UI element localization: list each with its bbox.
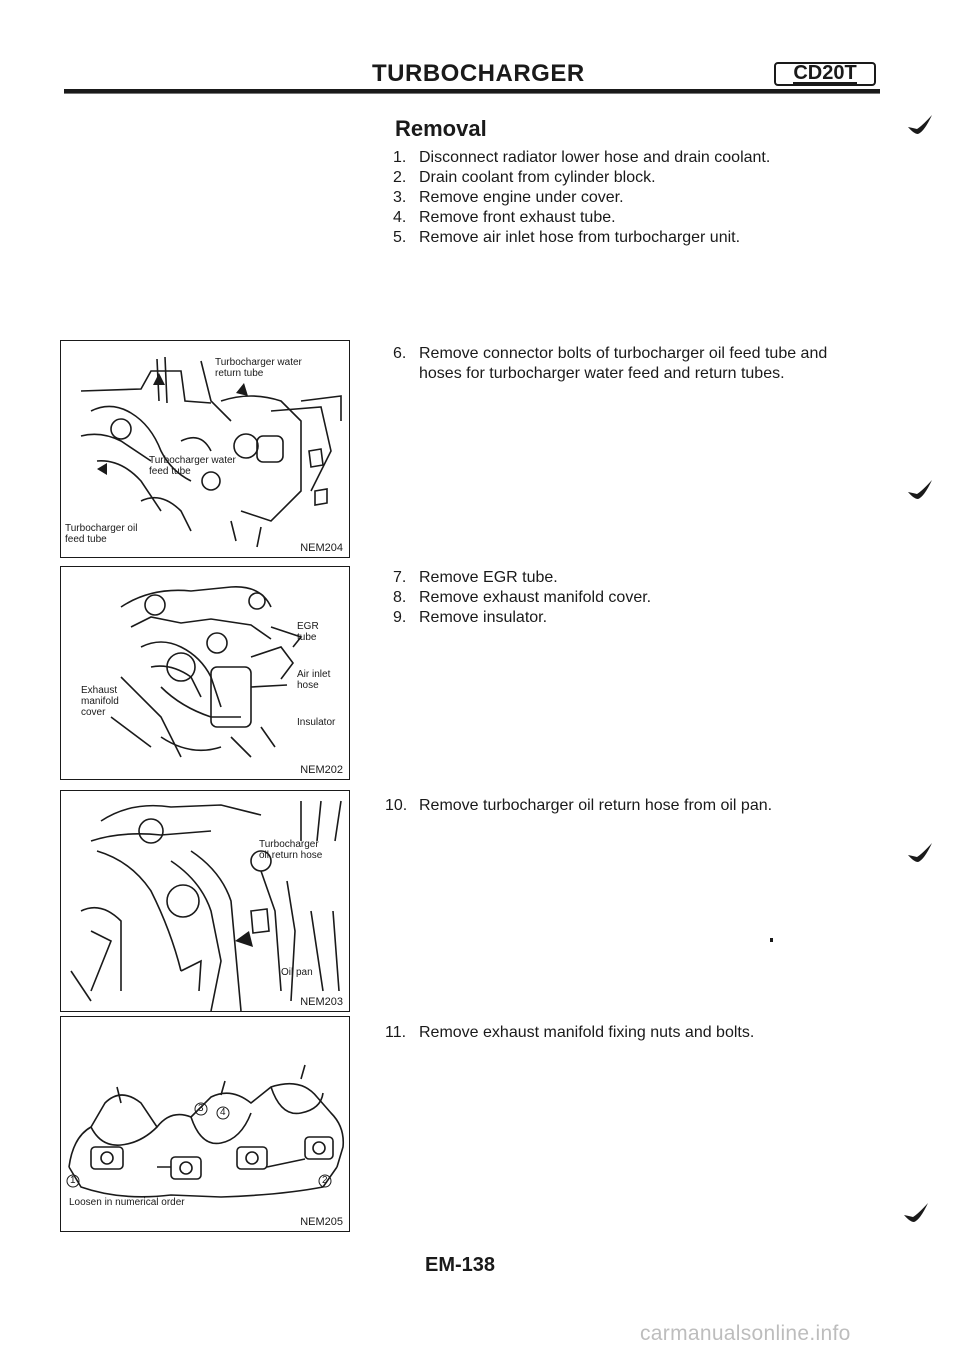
engine-model-label: CD20T [793, 62, 857, 84]
step-item: 4. Remove front exhaust tube. [393, 209, 616, 226]
bolt-number-3: 3 [198, 1103, 204, 1114]
bolt-number-4: 4 [220, 1107, 226, 1118]
label-oil-pan: Oil pan [281, 967, 313, 978]
step-item-continuation: hoses for turbocharger water feed and return tubes. [419, 365, 785, 382]
figure-water-oil-tubes [60, 340, 350, 558]
section-title: Removal [395, 116, 487, 141]
step-item: 10. Remove turbocharger oil return hose from oil pan. [385, 797, 773, 814]
check-mark-icon [902, 1200, 930, 1226]
label-exhaust-manifold-cover: Exhaust manifold cover [81, 685, 119, 718]
check-mark-icon [906, 840, 934, 866]
figure-code: NEM204 [300, 542, 343, 554]
label-insulator: Insulator [297, 717, 336, 728]
footer-watermark: carmanualsonline.info [640, 1322, 851, 1345]
step-item: 7. Remove EGR tube. [393, 569, 558, 586]
step-item: 3. Remove engine under cover. [393, 189, 624, 206]
figure-code: NEM203 [300, 996, 343, 1008]
bolt-number-1: 1 [70, 1175, 76, 1186]
step-item: 6. Remove connector bolts of turbocharger oil feed tube and [393, 345, 828, 362]
figure-code: NEM202 [300, 764, 343, 776]
steps-list-1 [393, 148, 770, 248]
figure-code: NEM205 [300, 1216, 343, 1228]
figure-oil-return-hose [60, 790, 350, 1012]
label-water-return-tube: Turbocharger water return tube [215, 357, 302, 379]
label-oil-return-hose: Turbocharger oil return hose [259, 839, 323, 861]
page-title: TURBOCHARGER [372, 60, 585, 87]
label-egr-tube: EGR tube [297, 621, 319, 643]
step-item: 2. Drain coolant from cylinder block. [393, 169, 656, 186]
steps-list-5 [385, 1023, 754, 1043]
step-item: 1. Disconnect radiator lower hose and drain coolant. [393, 149, 771, 166]
step-item: 8. Remove exhaust manifold cover. [393, 589, 652, 606]
bolt-number-2: 2 [322, 1175, 328, 1186]
header-rule-thin [64, 93, 880, 94]
oil-return-hose-illustration [61, 791, 350, 1012]
label-oil-feed-tube: Turbocharger oil feed tube [65, 523, 138, 545]
engine-model-badge [774, 62, 876, 86]
label-air-inlet-hose: Air inlet hose [297, 669, 331, 691]
steps-list-4 [385, 796, 772, 816]
step-item: 9. Remove insulator. [393, 609, 548, 626]
check-mark-icon [906, 112, 934, 138]
label-water-feed-tube: Turbocharger water feed tube [149, 455, 236, 477]
check-mark-icon [906, 477, 934, 503]
page-number: EM-138 [425, 1254, 496, 1276]
figure-manifold-loosen-order [60, 1016, 350, 1232]
speck [770, 938, 773, 942]
step-item: 11. Remove exhaust manifold fixing nuts and bolts. [385, 1024, 755, 1041]
steps-list-2 [393, 344, 827, 384]
figure-caption: Loosen in numerical order [69, 1197, 185, 1208]
figure-egr-insulator [60, 566, 350, 780]
step-item: 5. Remove air inlet hose from turbocharger unit. [393, 229, 741, 246]
steps-list-3 [393, 568, 651, 628]
